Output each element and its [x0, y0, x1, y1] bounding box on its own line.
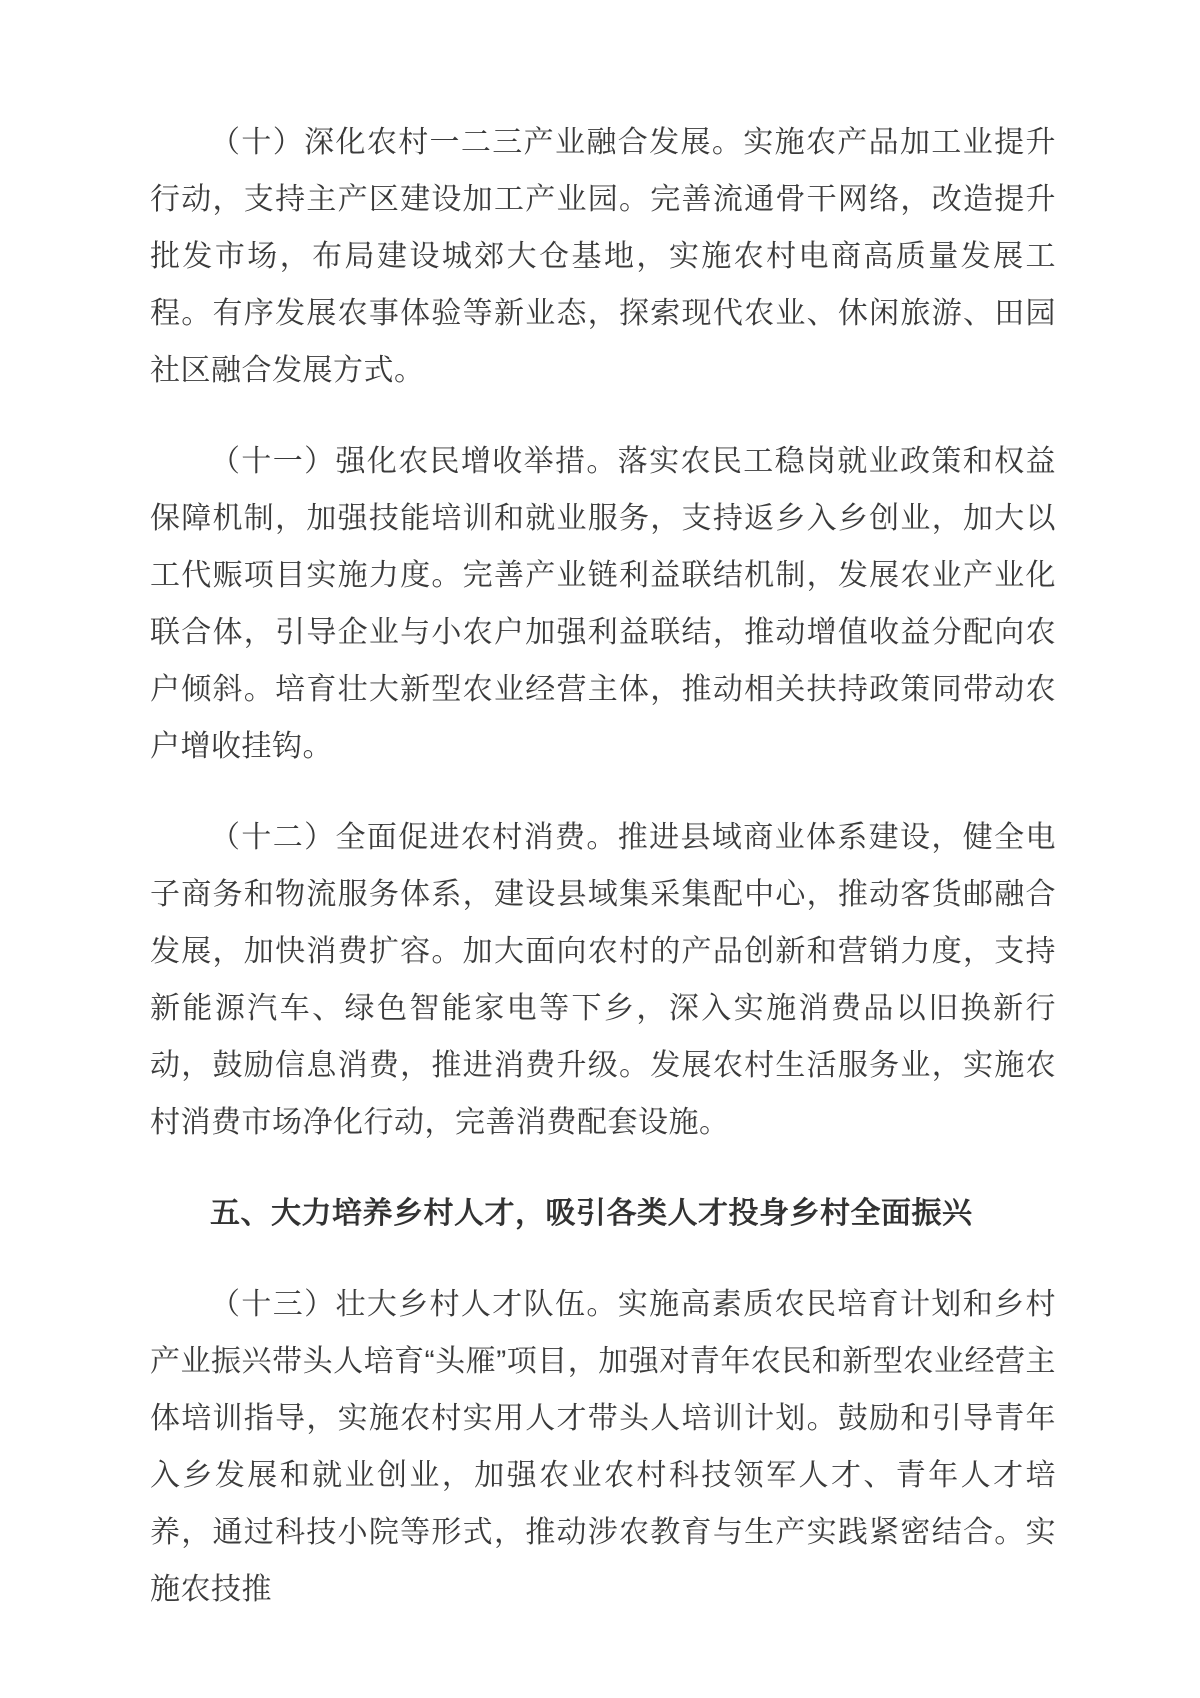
- section-heading-5: 五、大力培养乡村人才，吸引各类人才投身乡村全面振兴: [210, 1197, 973, 1230]
- paragraph-item-10: （十）深化农村一二三产业融合发展。实施农产品加工业提升行动，支持主产区建设加工产业园。完善流通骨干网络，改造提升批发市场，布局建设城郊大仓基地，实施农村电商高质量发展工程。有序发展农事体验等新业态，探索现代农业、休闲旅游、田园社区融合发展方式。: [150, 126, 1056, 387]
- paragraph-item-11: （十一）强化农民增收举措。落实农民工稳岗就业政策和权益保障机制，加强技能培训和就业服务，支持返乡入乡创业，加大以工代赈项目实施力度。完善产业链利益联结机制，发展农业产业化联合体，引导企业与小农户加强利益联结，推动增值收益分配向农户倾斜。培育壮大新型农业经营主体，推动相关扶持政策同带动农户增收挂钩。: [150, 445, 1056, 763]
- paragraph-item-12: （十二）全面促进农村消费。推进县域商业体系建设，健全电子商务和物流服务体系，建设县域集采集配中心，推动客货邮融合发展，加快消费扩容。加大面向农村的产品创新和营销力度，支持新能源汽车、绿色智能家电等下乡，深入实施消费品以旧换新行动，鼓励信息消费，推进消费升级。发展农村生活服务业，实施农村消费市场净化行动，完善消费配套设施。: [150, 821, 1056, 1139]
- paragraph-item-13: （十三）壮大乡村人才队伍。实施高素质农民培育计划和乡村产业振兴带头人培育“头雁”项目，加强对青年农民和新型农业经营主体培训指导，实施农村实用人才带头人培训计划。鼓励和引导青年入乡发展和就业创业，加强农业农村科技领军人才、青年人才培养，通过科技小院等形式，推动涉农教育与生产实践紧密结合。实施农技推: [150, 1288, 1056, 1606]
